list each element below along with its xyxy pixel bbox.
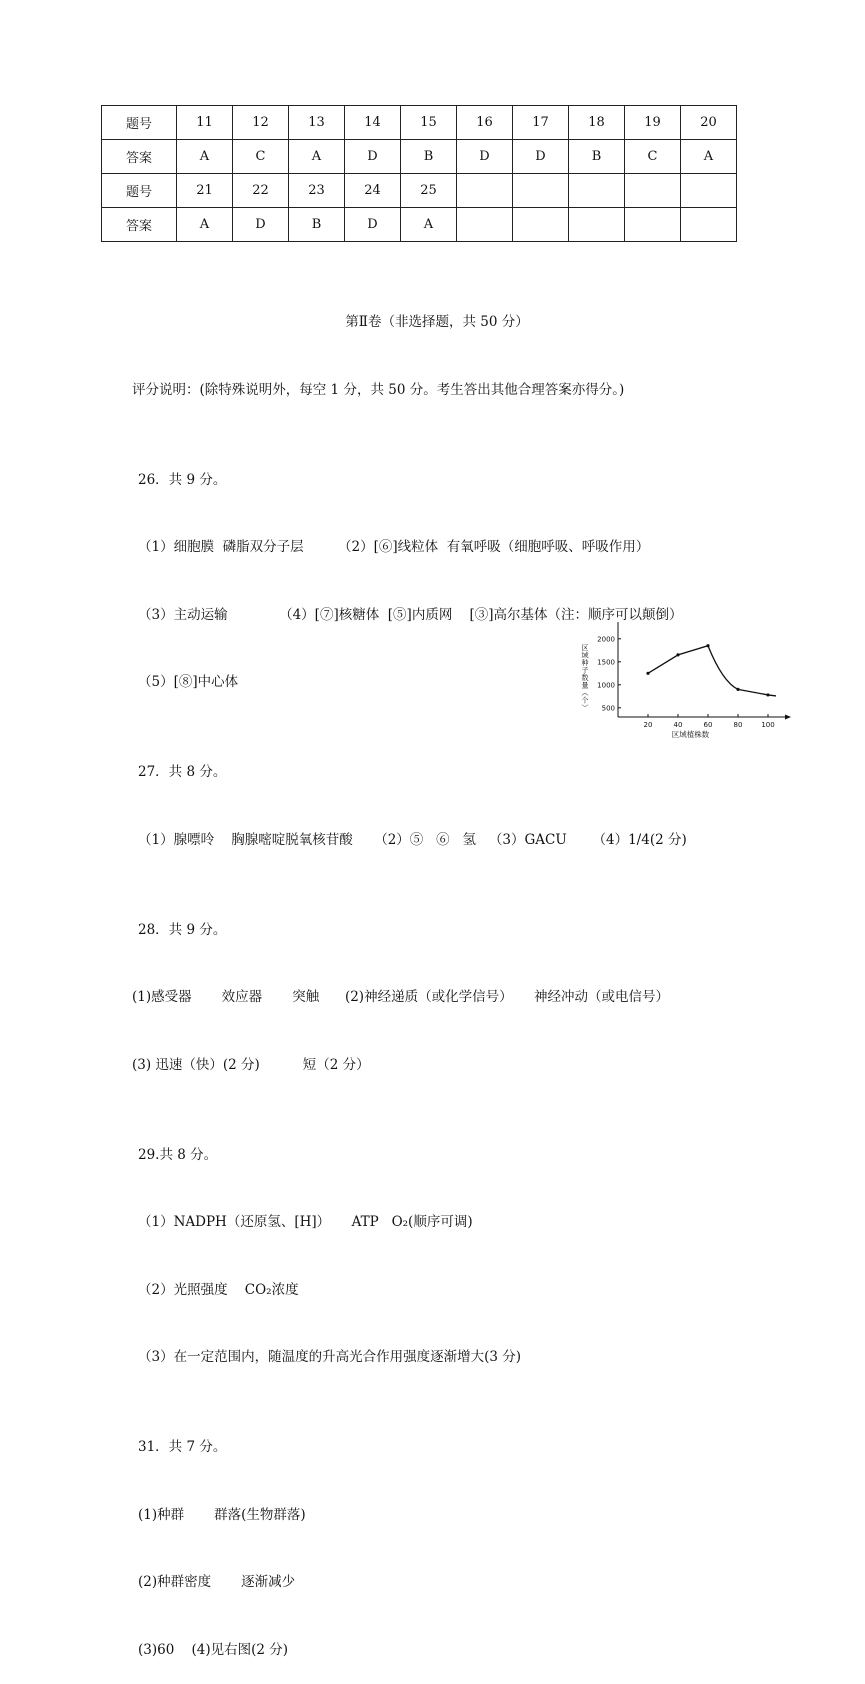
q29-title: 29.共 8 分。 xyxy=(138,1146,218,1163)
q26-line2: （3）主动运输 （4）[⑦]核糖体 [⑤]内质网 [③]高尔基体（注：顺序可以颠倒） xyxy=(138,606,683,623)
table-row xyxy=(102,174,737,208)
table-cell: 23 xyxy=(289,174,345,208)
x-tick-label: 100 xyxy=(761,721,775,729)
table-cell: D xyxy=(457,140,513,174)
q28-title: 28．共 9 分。 xyxy=(138,921,227,938)
table-row-header: 题号 xyxy=(102,174,177,208)
data-point xyxy=(676,653,679,656)
y-axis-label: 区域种子数量（个） xyxy=(581,644,589,712)
y-tick-label: 500 xyxy=(601,704,615,713)
table-cell xyxy=(681,208,737,242)
table-cell: A xyxy=(681,140,737,174)
q26-title: 26．共 9 分。 xyxy=(138,471,227,488)
q31-line3: (3)60 (4)见右图(2 分) xyxy=(138,1641,289,1658)
table-cell: B xyxy=(401,140,457,174)
table-cell: B xyxy=(289,208,345,242)
table-cell: C xyxy=(233,140,289,174)
scoring-note: 评分说明：(除特殊说明外，每空 1 分，共 50 分。考生答出其他合理答案亦得分。) xyxy=(132,381,625,398)
table-cell xyxy=(625,174,681,208)
x-tick-label: 40 xyxy=(673,721,683,729)
table-cell: 12 xyxy=(233,106,289,140)
q31-line2: (2)种群密度 逐渐减少 xyxy=(138,1574,296,1590)
table-cell: 16 xyxy=(457,106,513,140)
table-cell: 22 xyxy=(233,174,289,208)
x-tick-label: 80 xyxy=(733,721,743,729)
q29-line2: （2）光照强度 CO₂浓度 xyxy=(138,1281,299,1298)
table-cell: 21 xyxy=(177,174,233,208)
table-cell: 25 xyxy=(401,174,457,208)
q26-line3: （5）[⑧]中心体 xyxy=(138,674,239,690)
x-axis-arrow xyxy=(785,715,791,720)
table-cell: A xyxy=(177,140,233,174)
q29-line1: （1）NADPH（还原氢、[H]） ATP O₂(顺序可调) xyxy=(138,1214,473,1230)
data-point xyxy=(646,672,649,675)
table-cell: A xyxy=(289,140,345,174)
table-cell: 19 xyxy=(625,106,681,140)
table-cell: 15 xyxy=(401,106,457,140)
x-tick-label: 60 xyxy=(703,721,713,729)
table-cell: 18 xyxy=(569,106,625,140)
table-cell xyxy=(513,208,569,242)
q27-line1: （1）腺嘌呤 胸腺嘧啶脱氧核苷酸 （2）⑤ ⑥ 氢 （3）GACU （4）1/4(2 分) xyxy=(138,831,687,848)
table-cell: A xyxy=(401,208,457,242)
data-point xyxy=(706,644,709,647)
series-line xyxy=(648,646,776,696)
table-row xyxy=(102,106,737,140)
table-row-header: 题号 xyxy=(102,106,177,140)
table-cell: D xyxy=(233,208,289,242)
x-axis-label: 区域植株数 xyxy=(671,730,710,739)
q28-line2: (3) 迅速（快）(2 分) 短（2 分） xyxy=(132,1056,370,1073)
table-row xyxy=(102,208,737,242)
data-point xyxy=(736,688,739,691)
table-cell: 20 xyxy=(681,106,737,140)
table-cell xyxy=(457,208,513,242)
table-cell: B xyxy=(569,140,625,174)
table-row-header: 答案 xyxy=(102,208,177,242)
table-cell xyxy=(681,174,737,208)
table-cell xyxy=(569,208,625,242)
answer-table xyxy=(101,105,737,242)
table-cell xyxy=(625,208,681,242)
table-cell: 13 xyxy=(289,106,345,140)
y-tick-label: 2000 xyxy=(597,635,615,644)
table-cell: 11 xyxy=(177,106,233,140)
q31-line1: (1)种群 群落(生物群落) xyxy=(138,1506,306,1523)
q27-title: 27．共 8 分。 xyxy=(138,764,227,780)
table-cell: C xyxy=(625,140,681,174)
q31-title: 31．共 7 分。 xyxy=(138,1439,227,1455)
table-cell xyxy=(569,174,625,208)
table-cell: A xyxy=(177,208,233,242)
q29-line3: （3）在一定范围内，随温度的升高光合作用强度逐渐增大(3 分) xyxy=(138,1349,522,1365)
answer-text xyxy=(132,266,775,1684)
q26-line1: （1）细胞膜 磷脂双分子层 （2）[⑥]线粒体 有氧呼吸（细胞呼吸、呼吸作用） xyxy=(138,539,650,555)
table-cell: D xyxy=(345,140,401,174)
table-row xyxy=(102,140,737,174)
table-cell xyxy=(457,174,513,208)
table-cell xyxy=(513,174,569,208)
table-cell: D xyxy=(345,208,401,242)
table-cell: 17 xyxy=(513,106,569,140)
table-cell: 24 xyxy=(345,174,401,208)
section-title: 第Ⅱ卷（非选择题，共 50 分） xyxy=(345,314,529,330)
seed-count-chart xyxy=(573,622,793,747)
y-tick-label: 1500 xyxy=(597,658,615,667)
q28-line1: (1)感受器 效应器 突触 (2)神经递质（或化学信号） 神经冲动（或电信号） xyxy=(132,989,670,1005)
data-point xyxy=(766,693,769,696)
table-row-header: 答案 xyxy=(102,140,177,174)
y-tick-label: 1000 xyxy=(597,681,615,690)
x-tick-label: 20 xyxy=(643,721,653,729)
table-cell: 14 xyxy=(345,106,401,140)
table-cell: D xyxy=(513,140,569,174)
